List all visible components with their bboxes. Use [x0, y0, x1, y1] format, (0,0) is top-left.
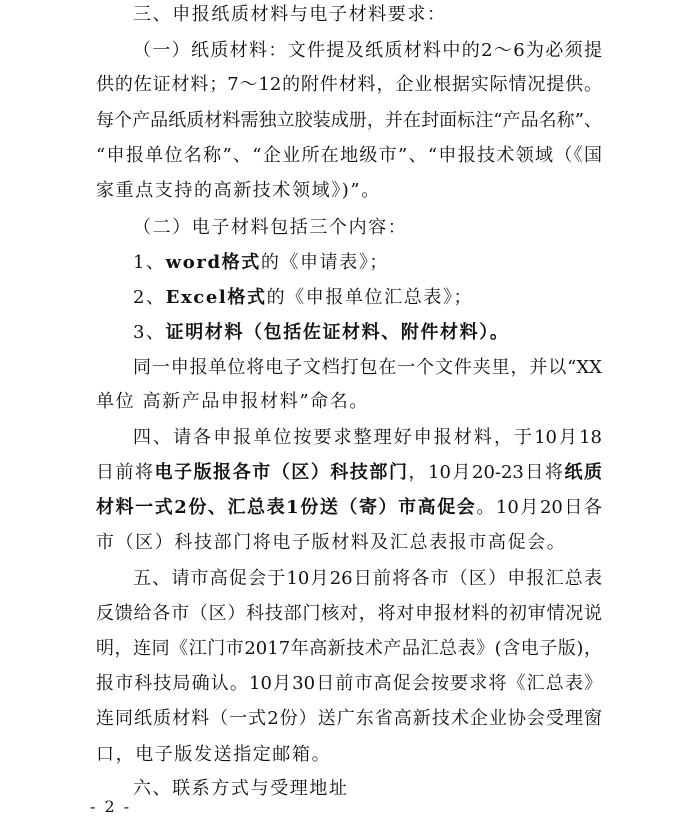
paragraph-line: [133, 357, 602, 379]
paragraph-line: [96, 744, 602, 766]
text-run: 连同纸质材料（一式2份）送广东省高新技术企业协会受理窗: [96, 708, 602, 729]
text-run: 供的佐证材料；7～12的附件材料，企业根据实际情况提供。: [96, 74, 602, 95]
paragraph-line: [96, 391, 602, 413]
paragraph-line: [96, 673, 602, 695]
text-run: 。10月20日各: [476, 497, 602, 518]
text-run: ，10月20-23日将: [408, 462, 565, 483]
bold-text: 证明材料（包括佐证材料、附件材料）。: [165, 322, 510, 343]
section-heading: [133, 778, 602, 800]
paragraph-line: [133, 217, 602, 239]
text-run: 五、请市高促会于10月26日前将各市（区）申报汇总表: [133, 568, 602, 589]
text-run: “申报单位名称”、“企业所在地级市”、“申报技术领域（《国: [96, 145, 602, 166]
paragraph-line: [96, 638, 602, 660]
text-run: 口，电子版发送指定邮箱。: [96, 744, 332, 765]
list-item: [133, 287, 602, 309]
paragraph-line: [96, 532, 602, 554]
paragraph-line: [96, 603, 602, 625]
paragraph-line: [96, 180, 602, 202]
text-run: 四、请各申报单位按要求整理好申报材料，于10月18: [133, 427, 602, 448]
bold-text: 材料一式2份、汇总表1份送（寄）市高促会: [96, 497, 477, 518]
bold-text: Excel格式: [165, 287, 267, 308]
text-run: 单位 高新产品申报材料”命名。: [96, 391, 369, 412]
text-run: 报市科技局确认。10月30日前市高促会按要求将《汇总表》: [96, 673, 602, 694]
section-heading: [133, 4, 602, 26]
paragraph-line: [96, 462, 602, 484]
text-run: 的《申报单位汇总表》；: [266, 287, 474, 308]
text-run: 同一申报单位将电子文档打包在一个文件夹里，并以“XX: [133, 357, 602, 378]
text-run: 1、: [133, 252, 166, 273]
text-run: 反馈给各市（区）科技部门核对，将对申报材料的初审情况说: [96, 603, 602, 624]
bold-text: word格式: [165, 252, 261, 273]
text-run: 每个产品纸质材料需独立胶装成册，并在封面标注“产品名称”、: [96, 110, 602, 131]
text-run: （二）电子材料包括三个内容：: [133, 217, 408, 238]
paragraph-line: [96, 145, 602, 167]
section-heading: [133, 427, 602, 449]
paragraph-line: [96, 708, 602, 730]
text-run: 3、: [133, 322, 166, 343]
text-run: 三、申报纸质材料与电子材料要求：: [133, 4, 447, 25]
section-heading: [133, 568, 602, 590]
paragraph-line: [96, 110, 602, 132]
text-run: 六、联系方式与受理地址: [133, 778, 349, 799]
text-run: 明，连同《江门市2017年高新技术产品汇总表》(含电子版)，: [96, 638, 602, 659]
text-run: 日前将: [96, 462, 155, 483]
bold-text: 纸质: [564, 462, 603, 483]
paragraph-line: [96, 497, 602, 519]
text-run: 家重点支持的高新技术领域》)”。: [96, 180, 381, 201]
paragraph-line: [96, 74, 602, 96]
text-run: （一）纸质材料：文件提及纸质材料中的2～6为必须提: [133, 40, 602, 61]
text-run: 2、: [133, 287, 166, 308]
text-run: 的《申请表》；: [260, 252, 390, 273]
page-number: - 2 -: [90, 797, 132, 816]
paragraph-line: [133, 40, 602, 62]
list-item: [133, 322, 602, 344]
list-item: [133, 252, 602, 274]
text-run: 市（区）科技部门将电子版材料及汇总表报市高促会。: [96, 532, 567, 553]
bold-text: 电子版报各市（区）科技部门: [154, 462, 409, 483]
